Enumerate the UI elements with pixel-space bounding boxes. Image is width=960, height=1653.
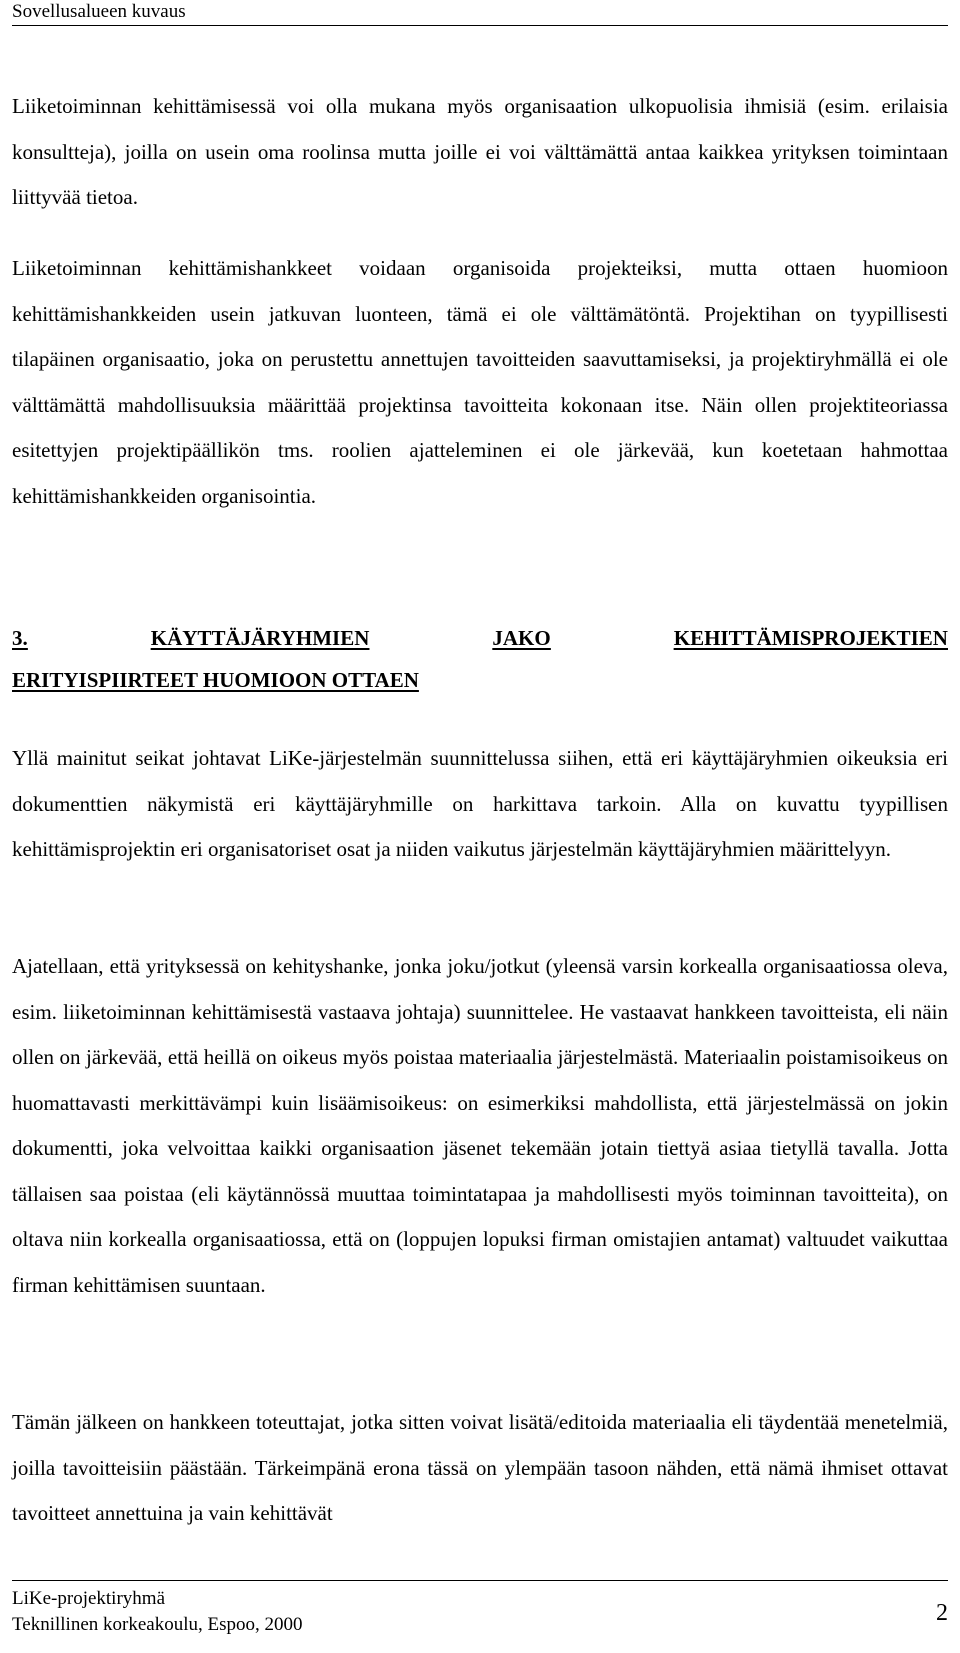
paragraph-2: Liiketoiminnan kehittämishankkeet voidaan organisoida projekteiksi, mutta ottaen huomioon kehittämishankkeiden usein jatkuvan luonteen, tämä ei ole välttämätöntä. Projektihan on tyypillisesti tilapäinen organisaatio, joka on perustettu annettujen tavoitteiden saavuttamiseksi, ja projektiryhmällä ei ole välttämättä mahdollisuuksia määrittää projektinsa tavoitteita kokonaan itse. Näin ollen projektiteoriassa esitettyjen projektipäällikön tms. roolien ajatteleminen ei ole järkevää, kun koetetaan hahmottaa kehittämishankkeiden organisointia. — [12, 256, 948, 508]
paragraph-3: Yllä mainitut seikat johtavat LiKe-järjestelmän suunnittelussa siihen, että eri käyttäjäryhmien oikeuksia eri dokumenttien näkymistä eri käyttäjäryhmille on harkittava tarkoin. Alla on kuvattu tyypillisen kehittämisprojektin eri organisatoriset osat ja niiden vaikutus järjestelmän käyttäjäryhmien määrittelyyn. — [12, 746, 948, 861]
page-header — [12, 0, 948, 26]
footer-institution: Teknillinen korkeakoulu, Espoo, 2000 — [12, 1614, 303, 1635]
section-heading-word-2: JAKO — [492, 626, 551, 650]
page-number: 2 — [936, 1600, 948, 1626]
section-heading-line-2: ERITYISPIIRTEET HUOMIOON OTTAEN — [12, 668, 419, 692]
paragraph-1: Liiketoiminnan kehittämisessä voi olla mukana myös organisaation ulkopuolisia ihmisiä (esim. erilaisia konsultteja), joilla on usein oma roolinsa mutta joille ei voi välttämättä antaa kaikkea yrityksen toimintaan liittyvää tietoa. — [12, 94, 948, 209]
header-title: Sovellusalueen kuvaus — [12, 1, 186, 22]
section-heading-line-1 — [12, 617, 948, 659]
paragraph-4: Ajatellaan, että yrityksessä on kehityshanke, jonka joku/jotkut (yleensä varsin korkealla organisaatiossa oleva, esim. liiketoiminnan kehittämisestä vastaava johtaja) suunnittelee. He vastaavat hankkeen tavoitteista, eli näin ollen on järkevää, että heillä on oikeus myös poistaa materiaalia järjestelmästä. Materiaalin poistamisoikeus on huomattavasti merkittävämpi kuin lisäämisoikeus: on esimerkiksi mahdollista, että järjestelmässä on jokin dokumentti, joka velvoittaa kaikki organisaation jäsenet tekemään jotain tiettyä asiaa tietyllä tavalla. Jotta tällaisen saa poistaa (eli käytännössä muuttaa toimintatapaa ja mahdollisesti myös toiminnan tavoitteita), on oltava niin korkealla organisaatiossa, että on (loppujen lopuksi firman omistajien antamat) valtuudet vaikuttaa firman kehittämisen suuntaan. — [12, 954, 948, 1297]
footer-group-name: LiKe-projektiryhmä — [12, 1588, 166, 1609]
section-heading-word-3: KEHITTÄMISPROJEKTIEN — [673, 626, 948, 650]
section-heading — [12, 617, 948, 701]
page-footer — [12, 1580, 948, 1653]
paragraph-5: Tämän jälkeen on hankkeen toteuttajat, jotka sitten voivat lisätä/editoida materiaalia eli täydentää menetelmiä, joilla tavoitteisiin päästään. Tärkeimpänä erona tässä on ylempään tasoon nähden, että nämä ihmiset ottavat tavoitteet annettuina ja vain kehittävät — [12, 1410, 948, 1525]
section-number: 3. — [12, 626, 28, 650]
section-heading-word-1: KÄYTTÄJÄRYHMIEN — [150, 626, 370, 650]
